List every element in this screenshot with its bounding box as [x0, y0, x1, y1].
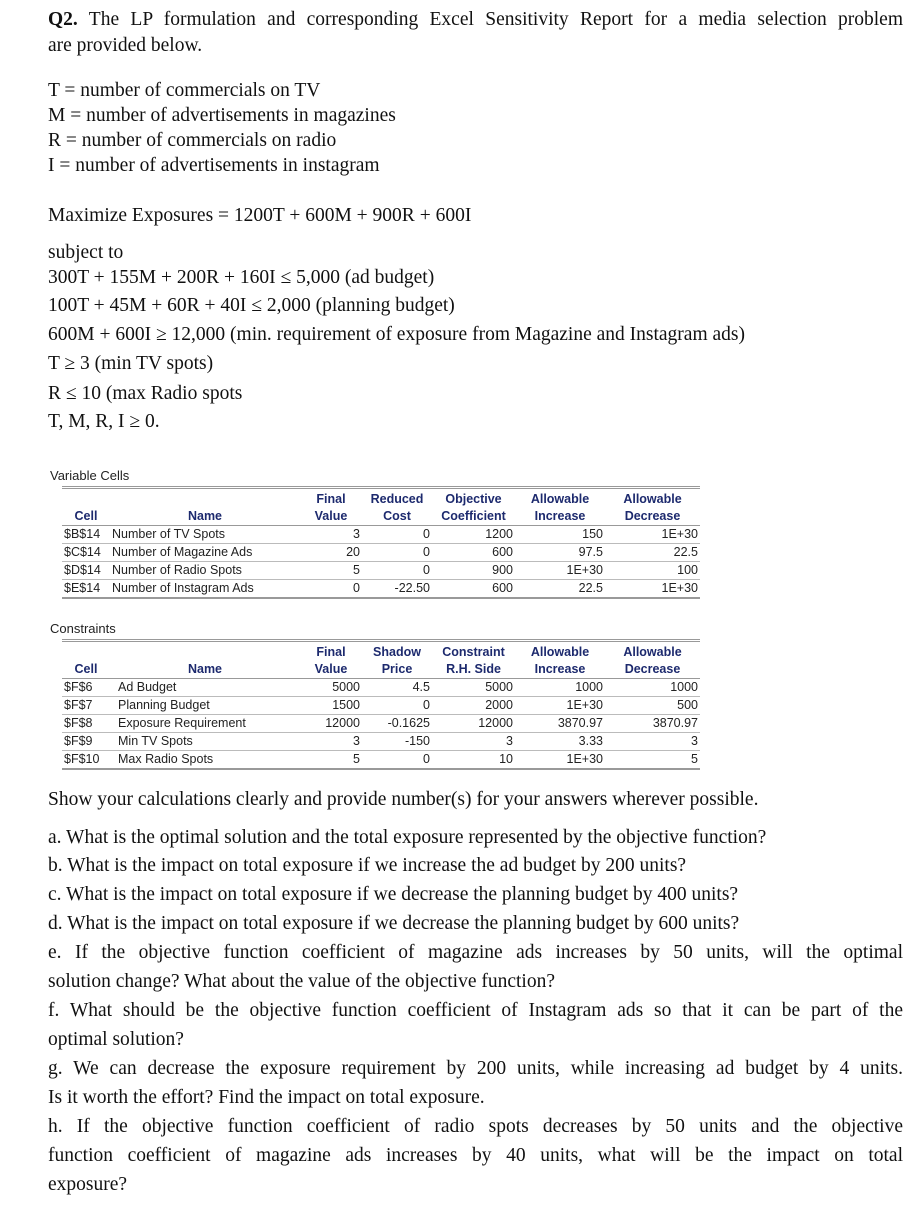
part-e: e. If the objective function coefficient of magazine ads increases by 50 units, will the optimal	[48, 942, 903, 963]
cell-name: Min TV Spots	[110, 733, 300, 751]
question-number: Q2.	[48, 9, 78, 30]
header-cell: Cell	[74, 509, 98, 523]
cell-name: Ad Budget	[110, 679, 300, 697]
part-f: f. What should be the objective function coefficient of Instagram ads so that it can be part of the	[48, 1000, 903, 1021]
part-d: d. What is the impact on total exposure if we decrease the planning budget by 600 units?	[48, 913, 740, 934]
cell-ref: $E$14	[62, 580, 110, 599]
header-coefficient: Coefficient	[441, 509, 506, 523]
header-rhs: R.H. Side	[446, 662, 501, 676]
variable-definition: R = number of commercials on radio	[48, 130, 337, 151]
cell-value: 3.33	[515, 733, 605, 751]
header-row	[62, 508, 700, 526]
header-value: Value	[314, 662, 348, 676]
table-row	[62, 679, 700, 697]
header-allowable: Allowable	[515, 488, 605, 509]
cell-value: 150	[515, 526, 605, 544]
cell-ref: $F$6	[62, 679, 110, 697]
constraint-line: 100T + 45M + 60R + 40I ≤ 2,000 (planning budget)	[48, 295, 455, 316]
cell-name: Number of Magazine Ads	[110, 544, 300, 562]
header-allowable: Allowable	[515, 641, 605, 662]
objective-function: Maximize Exposures = 1200T + 600M + 900R + 600I	[48, 205, 472, 226]
variable-definition: I = number of advertisements in instagram	[48, 155, 380, 176]
table-row	[62, 526, 700, 544]
part-a: a. What is the optimal solution and the total exposure represented by the objective function?	[48, 827, 767, 848]
cell-name: Max Radio Spots	[110, 751, 300, 770]
cell-value: 1500	[300, 697, 362, 715]
cell-value: 3	[432, 733, 515, 751]
part-g-cont: Is it worth the effort? Find the impact on total exposure.	[48, 1087, 485, 1108]
header-increase: Increase	[534, 509, 586, 523]
table-row	[62, 697, 700, 715]
cell-ref: $F$8	[62, 715, 110, 733]
part-c: c. What is the impact on total exposure if we decrease the planning budget by 400 units?	[48, 884, 739, 905]
cell-value: 3870.97	[605, 715, 700, 733]
cell-value: 12000	[432, 715, 515, 733]
constraint-line: R ≤ 10 (max Radio spots	[48, 383, 243, 404]
cell-value: 3	[300, 733, 362, 751]
cell-value: 22.5	[515, 580, 605, 599]
cell-value: 3	[300, 526, 362, 544]
constraints-title: Constraints	[50, 621, 116, 636]
question-intro-line-2: are provided below.	[48, 35, 203, 56]
cell-value: 500	[605, 697, 700, 715]
cell-value: 1200	[432, 526, 515, 544]
header-shadow: Shadow	[362, 641, 432, 662]
header-increase: Increase	[534, 662, 586, 676]
cell-value: 900	[432, 562, 515, 580]
header-name: Name	[187, 509, 223, 523]
header-final: Final	[300, 641, 362, 662]
cell-value: 3	[605, 733, 700, 751]
cell-value: -0.1625	[362, 715, 432, 733]
header-row	[62, 661, 700, 679]
cell-ref: $B$14	[62, 526, 110, 544]
cell-ref: $F$10	[62, 751, 110, 770]
cell-value: 12000	[300, 715, 362, 733]
header-name: Name	[187, 662, 223, 676]
header-row	[62, 488, 700, 509]
header-row	[62, 641, 700, 662]
part-b: b. What is the impact on total exposure if we increase the ad budget by 200 units?	[48, 855, 687, 876]
header-value: Value	[314, 509, 348, 523]
cell-name: Number of Radio Spots	[110, 562, 300, 580]
header-decrease: Decrease	[624, 509, 681, 523]
header-cell: Cell	[74, 662, 98, 676]
cell-value: 1000	[605, 679, 700, 697]
variable-definition: T = number of commercials on TV	[48, 80, 321, 101]
subject-to-label: subject to	[48, 242, 124, 263]
cell-value: 4.5	[362, 679, 432, 697]
cell-value: -150	[362, 733, 432, 751]
header-reduced: Reduced	[362, 488, 432, 509]
cell-value: 1E+30	[515, 751, 605, 770]
part-h-cont: function coefficient of magazine ads increases by 40 units, what will be the impact on total	[48, 1145, 903, 1166]
cell-value: 5000	[300, 679, 362, 697]
cell-value: 100	[605, 562, 700, 580]
header-cell	[110, 641, 300, 662]
header-price: Price	[381, 662, 413, 676]
table-row	[62, 715, 700, 733]
table-row	[62, 751, 700, 770]
header-cell	[62, 641, 110, 662]
cell-value: 0	[362, 526, 432, 544]
variable-definition: M = number of advertisements in magazines	[48, 105, 396, 126]
cell-value: 1E+30	[515, 697, 605, 715]
cell-value: 2000	[432, 697, 515, 715]
cell-value: 1E+30	[605, 580, 700, 599]
part-f-cont: optimal solution?	[48, 1029, 184, 1050]
cell-value: 5	[605, 751, 700, 770]
constraint-line: 600M + 600I ≥ 12,000 (min. requirement of exposure from Magazine and Instagram ads)	[48, 324, 745, 345]
cell-ref: $D$14	[62, 562, 110, 580]
cell-value: 10	[432, 751, 515, 770]
cell-value: 0	[300, 580, 362, 599]
instructions: Show your calculations clearly and provide number(s) for your answers wherever possible.	[48, 789, 759, 810]
question-intro-line-1	[48, 8, 903, 32]
cell-value: 1E+30	[515, 562, 605, 580]
cell-ref: $F$9	[62, 733, 110, 751]
cell-value: 0	[362, 562, 432, 580]
cell-name: Exposure Requirement	[110, 715, 300, 733]
cell-value: 5	[300, 751, 362, 770]
cell-value: 22.5	[605, 544, 700, 562]
header-decrease: Decrease	[624, 662, 681, 676]
cell-value: 0	[362, 697, 432, 715]
constraint-line: 300T + 155M + 200R + 160I ≤ 5,000 (ad budget)	[48, 267, 435, 288]
cell-name: Planning Budget	[110, 697, 300, 715]
header-cell	[62, 488, 110, 509]
cell-value: 0	[362, 751, 432, 770]
cell-ref: $F$7	[62, 697, 110, 715]
constraint-line: T ≥ 3 (min TV spots)	[48, 353, 214, 374]
table-row	[62, 544, 700, 562]
variable-cells-table	[62, 486, 700, 599]
table-row	[62, 733, 700, 751]
cell-value: 0	[362, 544, 432, 562]
constraints-table	[62, 639, 700, 770]
table-row	[62, 580, 700, 599]
cell-value: 1000	[515, 679, 605, 697]
question-intro-text: The LP formulation and corresponding Excel Sensitivity Report for a media selection problem	[88, 9, 904, 30]
part-g: g. We can decrease the exposure requirement by 200 units, while increasing ad budget by 4 units.	[48, 1058, 903, 1079]
cell-name: Number of Instagram Ads	[110, 580, 300, 599]
part-e-cont: solution change? What about the value of the objective function?	[48, 971, 556, 992]
header-objective: Objective	[432, 488, 515, 509]
cell-name: Number of TV Spots	[110, 526, 300, 544]
header-allowable: Allowable	[605, 488, 700, 509]
table-row	[62, 562, 700, 580]
cell-value: 20	[300, 544, 362, 562]
cell-ref: $C$14	[62, 544, 110, 562]
cell-value: 3870.97	[515, 715, 605, 733]
cell-value: 5000	[432, 679, 515, 697]
variable-cells-title: Variable Cells	[50, 468, 130, 483]
cell-value: 5	[300, 562, 362, 580]
cell-value: 97.5	[515, 544, 605, 562]
constraint-line: T, M, R, I ≥ 0.	[48, 411, 160, 432]
header-final: Final	[300, 488, 362, 509]
part-h-cont: exposure?	[48, 1174, 128, 1195]
cell-value: -22.50	[362, 580, 432, 599]
cell-value: 600	[432, 580, 515, 599]
cell-value: 1E+30	[605, 526, 700, 544]
header-allowable: Allowable	[605, 641, 700, 662]
header-cost: Cost	[383, 509, 411, 523]
cell-value: 600	[432, 544, 515, 562]
part-h: h. If the objective function coefficient of radio spots decreases by 50 units and the objective	[48, 1116, 903, 1137]
header-cell	[110, 488, 300, 509]
header-constraint: Constraint	[432, 641, 515, 662]
